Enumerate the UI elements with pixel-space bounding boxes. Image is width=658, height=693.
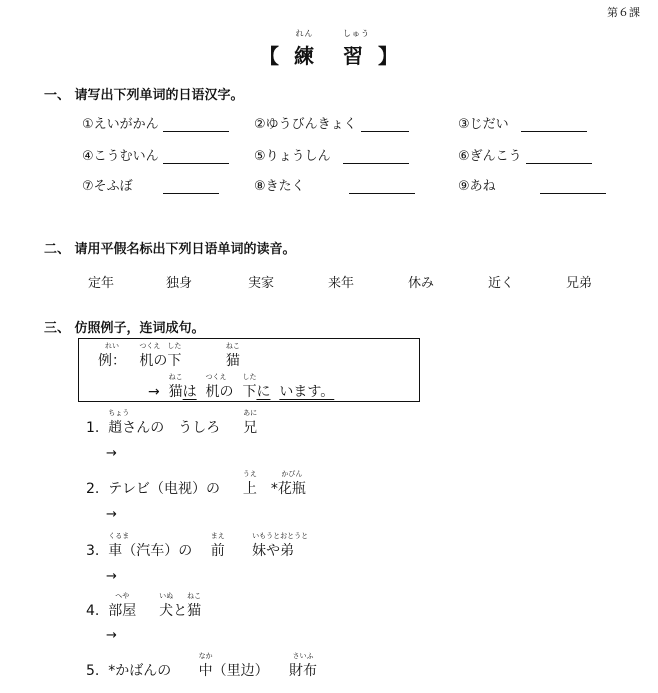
question-2: ②ゆうびんきょく	[254, 113, 409, 132]
question-6: ⑥ぎんこう	[458, 145, 592, 164]
answer-line	[521, 117, 587, 132]
answer-line	[361, 117, 409, 132]
answer-line	[163, 149, 229, 164]
answer-arrow: →	[106, 507, 117, 522]
question-5: ⑤りょうしん	[254, 145, 409, 164]
vocab-word: 近く	[488, 276, 515, 291]
answer-line	[349, 179, 415, 194]
example-prompt: れい 例： つくえ 机の した 下 ねこ 猫	[98, 342, 240, 369]
question-3: ③じだい	[458, 113, 587, 132]
exercise-item-3: 3. くるま 車（汽车）の まえ 前 いもうと 妹や おとうと 弟	[86, 532, 309, 559]
section-1-heading: 一、 请写出下列单词的日语汉字。	[44, 88, 244, 103]
exercise-item-1: 1. ちょう 趙さんの うしろ あに 兄	[86, 409, 258, 436]
section-3-heading: 三、 仿照例子，连词成句。	[44, 321, 205, 336]
exercise-item-5: 5. *かばんの なか 中（里边） さいふ 財布	[86, 652, 317, 679]
answer-arrow: →	[106, 628, 117, 643]
vocab-word: 兄弟	[566, 276, 593, 291]
question-8: ⑧きたく	[254, 175, 415, 194]
answer-line	[163, 117, 229, 132]
answer-arrow: →	[106, 569, 117, 584]
lesson-number: 第６課	[607, 6, 640, 19]
question-7: ⑦そふぼ	[82, 175, 219, 194]
question-1: ①えいがかん	[82, 113, 229, 132]
answer-line	[526, 149, 592, 164]
title-kanji-2: しゅう 習	[343, 29, 370, 68]
answer-arrow: →	[106, 446, 117, 461]
vocab-word: 独身	[166, 276, 193, 291]
vocab-word: 定年	[88, 276, 115, 291]
exercise-item-2: 2. テレビ（电视）の うえ 上 * かびん 花瓶	[86, 470, 306, 497]
title-bracket-open: 【	[259, 44, 280, 68]
vocab-word: 実家	[248, 276, 275, 291]
exercise-item-4: 4. へや 部屋 いぬ 犬と ねこ 猫	[86, 592, 202, 619]
title-kanji-1: れん 練	[294, 29, 315, 68]
vocab-word: 来年	[328, 276, 355, 291]
page-title	[0, 29, 658, 69]
vocab-word: 休み	[408, 276, 435, 291]
question-9: ⑨あね	[458, 175, 606, 194]
answer-line	[540, 179, 606, 194]
question-4: ④こうむいん	[82, 145, 229, 164]
example-answer: → ねこ 猫は つくえ 机の した 下に います。	[148, 373, 335, 400]
answer-line	[343, 149, 409, 164]
section-2-heading: 二、 请用平假名标出下列日语单词的读音。	[44, 242, 296, 257]
title-bracket-close: 】	[378, 44, 399, 68]
answer-line	[163, 179, 219, 194]
